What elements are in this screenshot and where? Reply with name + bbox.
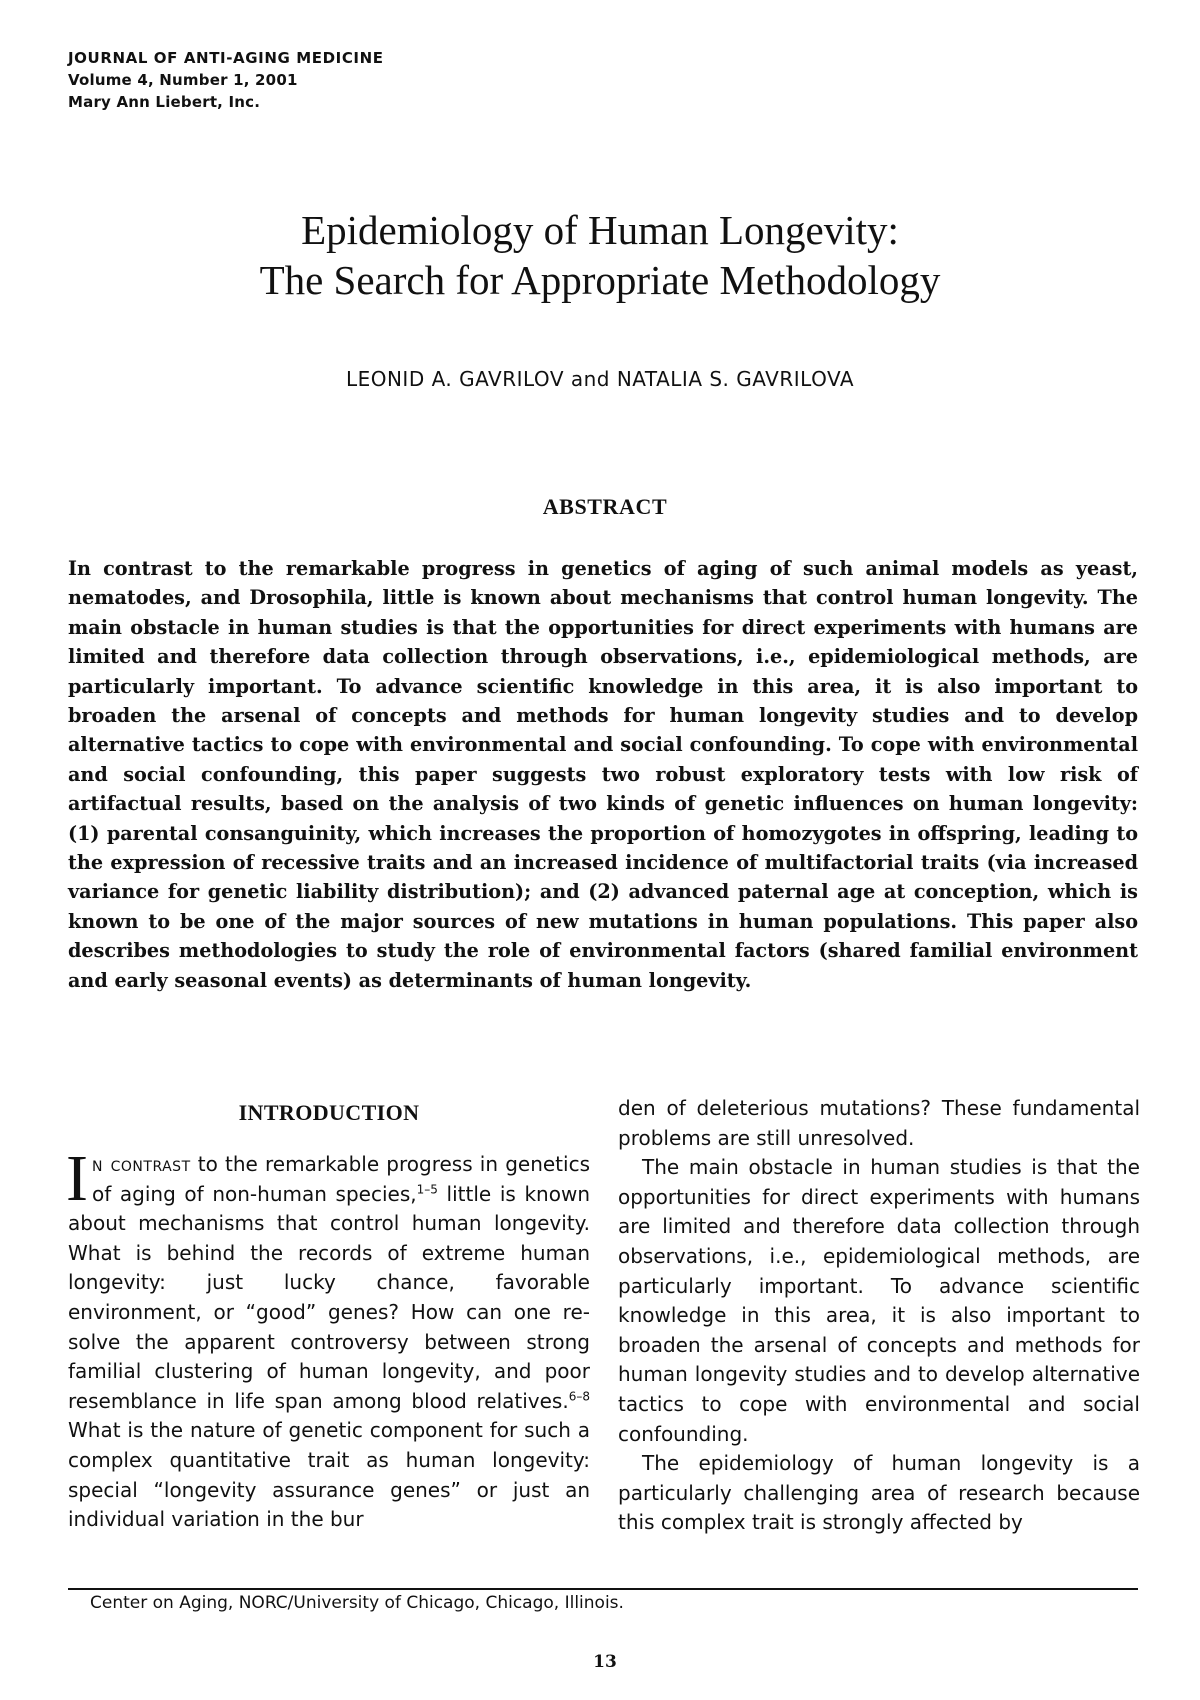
abstract-text: In contrast to the remarkable progress in genetics of aging of such animal models as yeast, nematodes, and Drosophila, little is known about mechanisms that control human longevity. The main obstacle in human studies is that the opportunities for direct experiments with humans are limited and therefore data collection through observations, i.e., epidemiological methods, are particularly important. To advance scientific knowledge in this area, it is also important to broaden the arsenal of concepts and methods for human longevity studies and to develop alternative tactics to cope with environmental and social confounding. To cope with environmental and social confounding, this paper suggests two robust exploratory tests with low risk of artifactual results, based on the analysis of two kinds of genetic influences on human longevity: (1) parental consanguinity, which increases the proportion of homozygotes in offspring, leading to the expression of recessive traits and an increased incidence of multifactorial traits (via increased variance for genetic liability distribution); and (2) advanced paternal age at conception, which is known to be one of the major sources of new mutations in human populations. This paper also describes methodologies to study the role of environmental factors (shared familial environment and early seasonal events) as determinants of human longevity.	[68, 557, 1138, 992]
drop-cap: I	[66, 1142, 88, 1215]
intro-text-part-2: little is known about mechanisms that control human longevity. What is behind the records of extreme human longevity: just lucky chance, favorable environment, or “good” genes? How can one resolve the apparent controversy between strong familial clustering of human longevity, and poor resemblance in life span among blood relatives.	[68, 1181, 590, 1413]
right-column	[618, 1094, 1140, 1538]
left-column	[66, 1142, 590, 1535]
intro-text-part-1: to the remarkable progress in genetics of aging of non-human species,	[91, 1152, 590, 1206]
page-number: 13	[593, 1652, 617, 1672]
journal-header	[68, 47, 384, 113]
intro-paragraph-1	[66, 1142, 590, 1535]
article-authors: LEONID A. GAVRILOV and NATALIA S. GAVRILOVA	[345, 367, 855, 391]
intro-text-part-3: What is the nature of genetic component for such a complex quantitative trait as human longevity: special “longevity assurance genes” or just an individual variation in the bur	[68, 1418, 590, 1532]
title-line-2: The Search for Appropriate Methodology	[259, 257, 941, 303]
right-paragraph-3: The epidemiology of human longevity is a particularly challenging area of research because this complex trait is strongly affected by	[618, 1451, 1140, 1535]
journal-volume: Volume 4, Number 1, 2001	[68, 71, 298, 89]
title-line-1: Epidemiology of Human Longevity:	[301, 207, 899, 253]
journal-publisher: Mary Ann Liebert, Inc.	[68, 93, 261, 111]
citation-ref-1: 1–5	[416, 1181, 438, 1196]
journal-name: JOURNAL OF ANTI-AGING MEDICINE	[68, 49, 384, 67]
intro-smallcaps: n contrast	[91, 1152, 191, 1176]
citation-ref-2: 6–8	[568, 1389, 590, 1404]
author-affiliation: Center on Aging, NORC/University of Chicago, Chicago, Illinois.	[90, 1593, 624, 1613]
article-title	[0, 205, 1200, 305]
right-paragraph-1: den of deleterious mutations? These fundamental problems are still unresolved.	[618, 1096, 1140, 1150]
abstract-heading: ABSTRACT	[542, 494, 668, 519]
introduction-heading: INTRODUCTION	[238, 1100, 420, 1125]
footnote-rule	[68, 1588, 1138, 1590]
right-paragraph-2: The main obstacle in human studies is that the opportunities for direct experiments with humans are limited and therefore data collection through observations, i.e., epidemiological methods, are particularly important. To advance scientific knowledge in this area, it is also important to broaden the arsenal of concepts and methods for human longevity studies and to develop alternative tactics to cope with environmental and social confounding.	[618, 1155, 1140, 1446]
